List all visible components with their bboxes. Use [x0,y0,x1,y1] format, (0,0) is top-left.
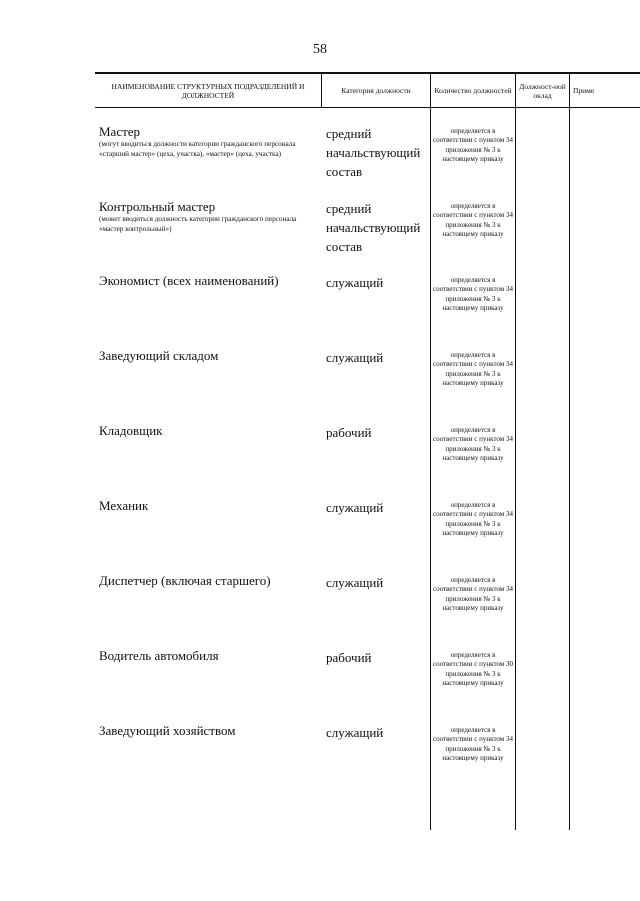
page-number: 58 [313,42,327,57]
header-quantity: Количество должностей [434,86,512,95]
header-category: Категория должности [341,86,411,95]
position-title: Водитель автомобиля [99,648,219,663]
position-category: средний начальствующий состав [326,201,421,254]
position-note: (могут вводиться должности категории гражданского персонала «старший мастер» (цеха, участка), «мастер» (цеха, участка) [99,140,296,158]
position-quantity: определяется в соответствии с пунктом 34 приложения № 3 к настоящему приказу [433,726,513,763]
position-title: Мастер [99,124,141,139]
position-quantity: определяется в соответствии с пунктом 34 приложения № 3 к настоящему приказу [433,501,513,538]
column-divider [569,72,570,830]
position-quantity: определяется в соответствии с пунктом 34 приложения № 3 к настоящему приказу [433,351,513,388]
position-quantity: определяется в соответствии с пунктом 34 приложения № 3 к настоящему приказу [433,202,513,239]
position-quantity: определяется в соответствии с пунктом 34 приложения № 3 к настоящему приказу [433,576,513,613]
position-title: Заведующий хозяйством [99,723,236,738]
position-title: Контрольный мастер [99,199,216,214]
position-note: (может вводиться должность категории гражданского персонала «мастер контрольный») [99,215,297,233]
position-category: служащий [326,350,384,365]
position-category: средний начальствующий состав [326,126,421,179]
position-category: служащий [326,725,384,740]
position-quantity: определяется в соответствии с пунктом 30 приложения № 3 к настоящему приказу [433,651,513,688]
position-category: служащий [326,575,384,590]
position-category: рабочий [326,650,372,665]
position-quantity: определяется в соответствии с пунктом 34 приложения № 3 к настоящему приказу [433,276,513,313]
position-category: служащий [326,500,384,515]
header-note: Приме [573,86,595,95]
header-name: НАИМЕНОВАНИЕ СТРУКТУРНЫХ ПОДРАЗДЕЛЕНИЙ И ДОЛЖНОСТЕЙ [111,81,305,100]
position-quantity: определяется в соответствии с пунктом 34 приложения № 3 к настоящему приказу [433,127,513,164]
header-salary: Должност-ной оклад [519,81,566,100]
column-divider [515,72,516,830]
header-bottom-border [95,107,640,108]
position-quantity: определяется в соответствии с пунктом 34 приложения № 3 к настоящему приказу [433,426,513,463]
position-category: рабочий [326,425,372,440]
staff-table [95,72,640,830]
position-title: Механик [99,498,149,513]
position-title: Диспетчер (включая старшего) [99,573,271,588]
position-title: Кладовщик [99,423,163,438]
position-title: Заведующий складом [99,348,219,363]
position-title: Экономист (всех наименований) [99,273,279,288]
position-category: служащий [326,275,384,290]
